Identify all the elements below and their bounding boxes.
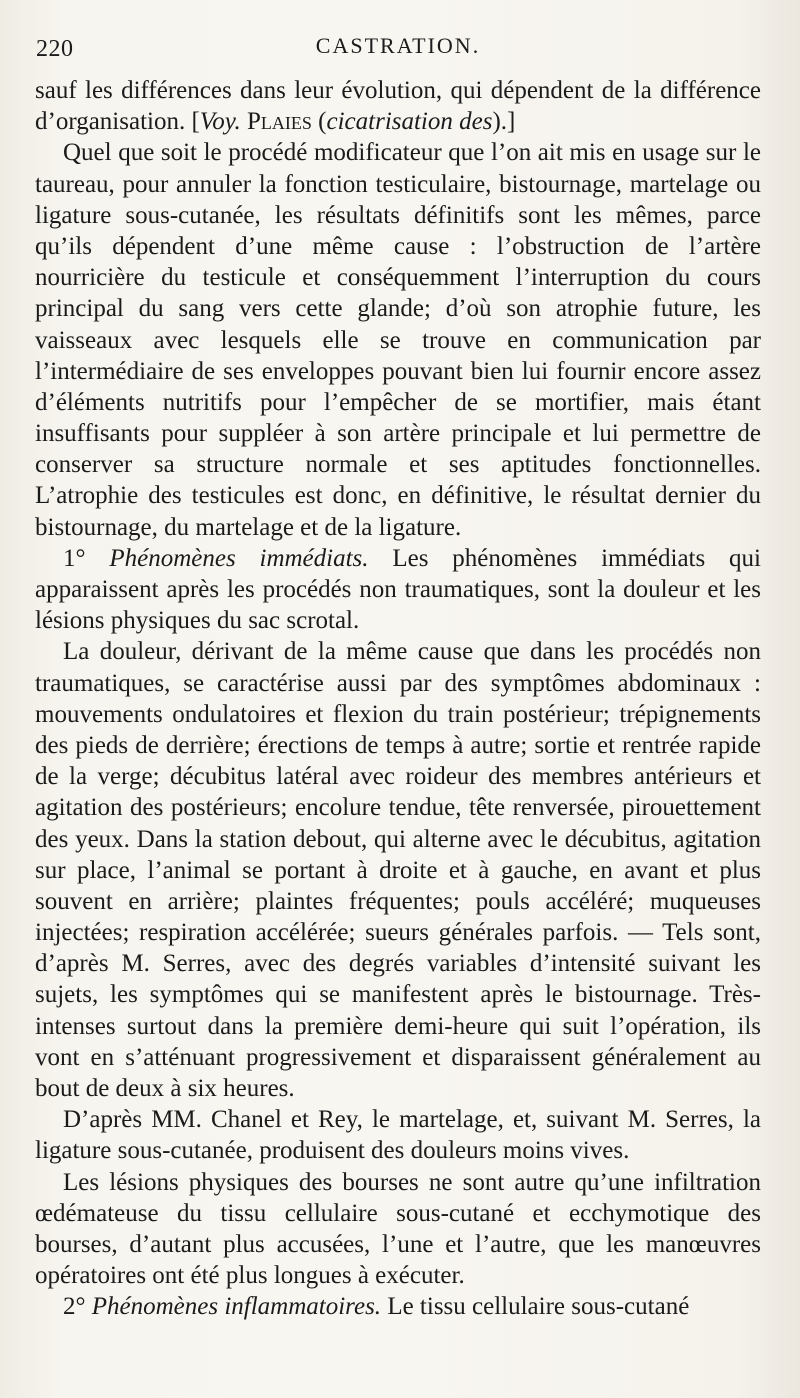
section-number: 1° bbox=[63, 544, 86, 572]
running-title: CASTRATION. bbox=[315, 33, 481, 58]
page-header bbox=[36, 33, 760, 67]
paragraph-text: Le tissu cellulaire sous-cutané bbox=[387, 1293, 690, 1321]
paragraph-inflammatory-phenomena bbox=[35, 1291, 761, 1322]
page-number: 220 bbox=[36, 36, 74, 62]
section-heading: Phénomènes inflammatoires. bbox=[91, 1293, 382, 1321]
paragraph-procedures: Quel que soit le procédé modificateur que l’on ait mis en usage sur le taureau, pour annuler la fonction testiculaire, bistournage, martelage ou ligature sous-cutanée, les résultats définitifs sont les mêmes, parce qu’ils dépendent d’une même cause : l’obstruction de l’artère nourricière du testicule et conséquemment l’interruption du cours principal du sang vers cette glande; d’où son atrophie future, les vaisseaux avec lesquels elle se trouve en communication par l’intermédiaire de ses enveloppes pouvant bien lui fournir encore assez d’éléments nutritifs pour l’empêcher de se mortifier, mais étant insuffisants pour suppléer à son artère principale et lui permettre de conserver sa structure normale et ses aptitudes fonctionnelles. L’atrophie des testicules est donc, en définitive, le résultat dernier du bistournage, du martelage et de la ligature. bbox=[35, 139, 761, 541]
cicatrisation-reference: cicatrisation des bbox=[326, 108, 493, 136]
paragraph-text: Les phénomènes immédiats qui apparaissent après les procédés non traumatiques, sont la douleur et les lésions physiques du sac scrotal. bbox=[35, 544, 761, 635]
paragraph-continuation bbox=[35, 75, 761, 137]
paren-open: ( bbox=[311, 108, 327, 136]
paragraph-immediate-phenomena bbox=[35, 543, 761, 637]
paragraph-text: sauf les différences dans leur évolution, qui dépendent de la différence d’organisation. [ bbox=[35, 77, 761, 136]
section-number: 2° bbox=[63, 1293, 86, 1321]
reference-close: ).] bbox=[492, 108, 516, 136]
section-heading: Phénomènes immédiats. bbox=[109, 544, 369, 572]
paragraph-physical-lesions: Les lésions physiques des bourses ne sont autre qu’une infiltration œdémateuse du tissu cellulaire sous-cutané et ecchymotique des bourses, d’autant plus accusées, l’une et l’autre, que les manœuvres opératoires ont été plus longues à exécuter. bbox=[35, 1168, 761, 1290]
voy-reference: Voy. bbox=[199, 108, 241, 136]
plaies-reference: Plaies bbox=[247, 108, 312, 136]
body-text bbox=[35, 75, 761, 1323]
paragraph-pain-symptoms: La douleur, dérivant de la même cause que dans les procédés non traumatiques, se caractérise aussi par des symptômes abdominaux : mouvements ondulatoires et flexion du train postérieur; trépignements des pieds de derrière; érections de temps à autre; sortie et rentrée rapide de la verge; décubitus latéral avec roideur des membres antérieurs et agitation des postérieurs; encolure tendue, tête renversée, pirouettement des yeux. Dans la station debout, qui alterne avec le décubitus, agitation sur place, l’animal se portant à droite et à gauche, en avant et plus souvent en arrière; plaintes fréquentes; pouls accéléré; muqueuses injectées; respiration accélérée; sueurs générales parfois. — Tels sont, d’après M. Serres, avec des degrés variables d’intensité suivant les sujets, les symptômes qui se manifestent après le bistournage. Très-intenses surtout dans la première demi-heure qui suit l’opération, ils vont en s’atténuant progressivement et disparaissent généralement au bout de deux à six heures. bbox=[35, 638, 761, 1102]
paragraph-chanel-rey: D’après MM. Chanel et Rey, le martelage, et, suivant M. Serres, la ligature sous-cutanée, produisent des douleurs moins vives. bbox=[35, 1106, 761, 1165]
